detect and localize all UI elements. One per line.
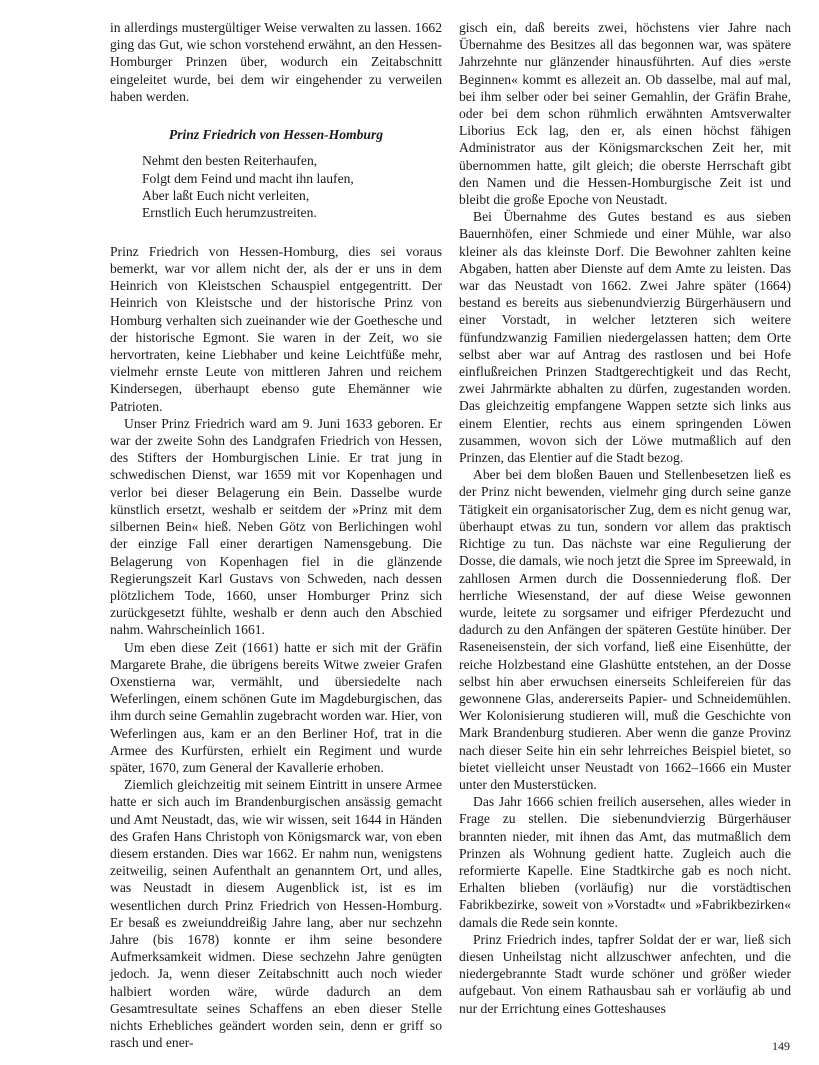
poem-line: Aber laßt Euch nicht verleiten, xyxy=(142,188,310,204)
page-number: 149 xyxy=(772,1039,790,1053)
paragraph: Prinz Friedrich von Hessen-Homburg, dies sei voraus bemerkt, war vor allem nicht der, als der er uns in dem Heinrich von Kleistschen Schauspiel entgegentritt. Der Heinrich von Kleistsche und der historische Prinz von Homburg verhalten sich zueinander wie der Goethesche und der historische Egmont. Sie waren in der Zeit, wo sie hervortraten, keine Liebhaber und keine Leichtfüße mehr, vielmehr ernste Leute von mittleren Jahren und reichem Kindersegen, überhaupt ebenso gute Ehemänner wie Patrioten. xyxy=(110,243,442,414)
intro-paragraph: in allerdings mustergültiger Weise verwalten zu lassen. 1662 ging das Gut, wie schon vorstehend erwähnt, an den Hessen-Homburger Prinzen über, wodurch ein Zeitabschnitt eingeleitet wurde, bei dem wir eingehender zu verweilen haben werden. xyxy=(110,20,442,104)
paragraph: Das Jahr 1666 schien freilich ausersehen, alles wieder in Frage zu stellen. Die siebenundvierzig Bürgerhäuser brannten nieder, mit ihnen das Amt, das mutmaßlich dem Prinzen als Wohnung gedient hatte. Zugleich auch die reformierte Kapelle. Eine Stadtkirche gab es noch nicht. Erhalten blieben (vorläufig) nur die vorstädtischen Fabrikbezirke, soweit von »Vorstadt« und »Fabrikbezirken« damals die Rede sein konnte. xyxy=(459,794,791,930)
paragraph: gisch ein, daß bereits zwei, höchstens vier Jahre nach Übernahme des Besitzes all das begonnen war, was spätere Jahrzehnte nur glänzender hinausführten. Auf dies »erste Beginnen« kommt es allezeit an. Ob dasselbe, mal auf mal, bei ihm selber oder bei seiner Gemahlin, der Gräfin Brahe, oder bei dem schon rühmlich erwähnten Amtsverwalter Liborius Eck lag, den er, als einen höchst fähigen Administrator aus der Königsmarckschen Zeit her, mit übernommen hatte, gilt gleich; die oberste Herrschaft gibt den Namen und die Hessen-Homburgische Zeit ist und bleibt die große Epoche von Neustadt. xyxy=(459,20,791,208)
paragraph: Bei Übernahme des Gutes bestand es aus sieben Bauernhöfen, einer Schmiede und einer Mühle, war also kleiner als das kleinste Dorf. Die Bewohner zahlten keine Abgaben, hatten aber Dienste auf dem Amte zu leisten. Das war das Neustadt von 1662. Zwei Jahre später (1664) bestand es bereits aus siebenundvierzig Bürgerhäusern und einer Vorstadt, in welcher letzteren sich weitere fünfundzwanzig Familien niedergelassen hatten; dem Orte selbst aber war auf Antrag des rastlosen und bei Hofe einflußreichen Prinzen Stadtgerechtigkeit und das Recht, zwei Jahrmärkte abhalten zu dürfen, zugestanden worden. Das gleichzeitig empfangene Wappen setzte sich links aus einem Elentier, rechts aus einem springenden Löwen zusammen, wovon sich der Löwe mutmaßlich auf den Prinzen, das Elentier auf die Stadt bezog. xyxy=(459,209,791,466)
section-heading: Prinz Friedrich von Hessen-Homburg xyxy=(168,127,384,143)
poem xyxy=(142,152,442,222)
poem-line: Folgt dem Feind und macht ihn laufen, xyxy=(142,170,354,186)
poem-line: Nehmt den besten Reiterhaufen, xyxy=(142,153,318,169)
poem-line: Ernstlich Euch herumzustreiten. xyxy=(142,205,317,221)
paragraph: Prinz Friedrich indes, tapfrer Soldat der er war, ließ sich diesen Unheilstag nicht allzuschwer anfechten, und die niedergebrannte Stadt wurde schöner und größer wieder aufgebaut. Von einem Rathausbau sah er vorläufig ab und nur der Errichtung eines Gotteshauses xyxy=(459,931,791,1016)
paragraph: Unser Prinz Friedrich ward am 9. Juni 1633 geboren. Er war der zweite Sohn des Landgrafen Friedrich von Hessen, des Stifters der Homburgischen Linie. Er trat jung in schwedischen Dienst, war 1659 mit vor Kopenhagen und verlor bei dieser Belagerung ein Bein. Dasselbe wurde künstlich ersetzt, weshalb er seitdem der »Prinz mit dem silbernen Bein« hieß. Neben Götz von Berlichingen wohl der einzige Fall einer derartigen Namensgebung. Die Belagerung von Kopenhagen fiel in die glänzende Regierungszeit Karl Gustavs von Schweden, nach dessen plötzlichem Tode, 1660, unser Homburger Prinz sich zurückgesetzt fühlte, weshalb er denn auch den Abschied nahm. Wahrscheinlich 1661. xyxy=(110,415,442,638)
right-column xyxy=(459,19,791,1017)
left-column xyxy=(110,19,442,1051)
paragraph: Um eben diese Zeit (1661) hatte er sich mit der Gräfin Margarete Brahe, die übrigens bereits Witwe zweier Grafen Oxenstierna war, vermählt, und übersiedelte nach Weferlingen, einem schönen Gute im Magdeburgischen, das ihm durch seine Gemahlin zugebracht worden war. Hier, von Weferlingen aus, kam er an den Berliner Hof, trat in die Armee des Kurfürsten, erhielt ein Regiment und wurde später, 1670, zum General der Kavallerie erhoben. xyxy=(110,639,442,775)
paragraph: Aber bei dem bloßen Bauen und Stellenbesetzen ließ es der Prinz nicht bewenden, vielmehr ging durch seine ganze Tätigkeit ein organisatorischer Zug, dem es nicht genug war, überhaupt etwas zu tun, sondern vor allem das praktisch Richtige zu tun. Das nächste war eine Regulierung der Dosse, die damals, wie noch jetzt die Spree im Spreewald, in zahllosen Armen durch die Dossenniederung floß. Der herrliche Wiesenstand, der auf diese Weise gewonnen wurde, leitete zu sorgsamer und eifriger Pferdezucht und dadurch zu den Anfängen der späteren Gestüte hinüber. Der Raseneisenstein, der sich vorfand, ließ eine Eisenhütte, der reiche Holzbestand eine Glashütte entstehen, an der Dosse selbst hin aber erwuchsen einerseits Schleifereien für das gewonnene Glas, andererseits Papier- und Schneidemühlen. Wer Kolonisierung studieren will, muß die Geschichte von Mark Brandenburg studieren. Aber wenn die ganze Provinz nach dieser Seite hin ein sehr lehrreiches Beispiel bietet, so bietet vielleicht unser Neustadt von 1662–1666 ein Muster unter den Musterstücken. xyxy=(459,467,791,792)
paragraph: Ziemlich gleichzeitig mit seinem Eintritt in unsere Armee hatte er sich auch im Brandenburgischen ansässig gemacht und Amt Neustadt, das, wie wir wissen, seit 1644 in Händen des Grafen Hans Christoph von Königsmarck war, von eben diesem erstanden. Dies war 1662. Er nahm nun, wenigstens zeitweilig, seinen Aufenthalt an genanntem Ort, und alles, was Neustadt in diesem Augenblick ist, ist es im wesentlichen durch Prinz Friedrich von Hessen-Homburg. Er besaß es zweiunddreißig Jahre lang, aber nur sechzehn Jahre (bis 1678) konnte er ihm seine besondere Aufmerksamkeit widmen. Diese sechzehn Jahre genügten jedoch. Ja, wenn dieser Zeitabschnitt auch noch wieder halbiert worden wäre, würde dadurch an dem Gesamtresultate seines Schaffens an eben dieser Stelle nichts Erhebliches geändert worden sein, denn er griff so rasch und ener- xyxy=(110,777,442,1051)
